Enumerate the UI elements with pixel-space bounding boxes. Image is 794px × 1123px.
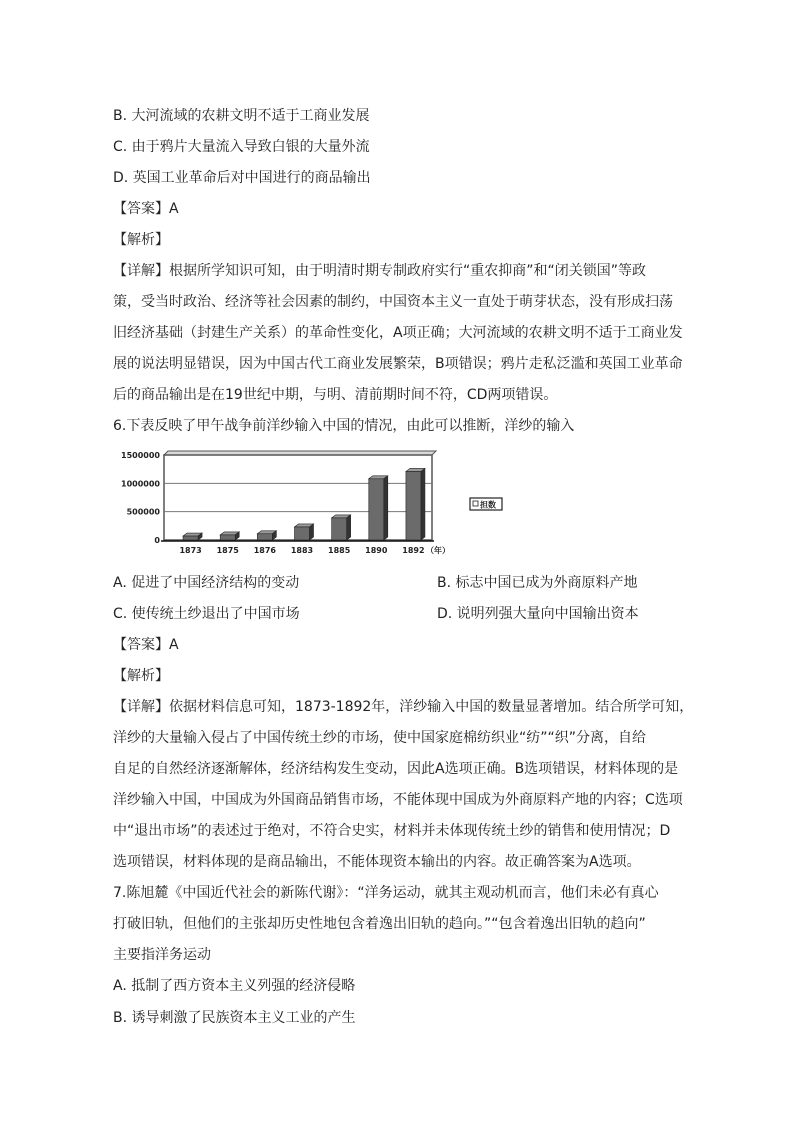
question-7-line-3: 主要指洋务运动 bbox=[113, 947, 211, 963]
bar bbox=[295, 527, 310, 540]
x-tick-label: 1883 bbox=[290, 546, 314, 555]
answer-6: 【答案】A bbox=[113, 637, 179, 653]
bar bbox=[183, 536, 198, 540]
detail-5-line-5: 后的商品输出是在19世纪中期，与明、清前期时间不符，CD两项错误。 bbox=[113, 387, 558, 403]
x-axis-label: （年） bbox=[426, 546, 450, 555]
detail-6-line-1: 【详解】依据材料信息可知，1873-1892年，洋纱输入中国的数量显著增加。结合所学可知， bbox=[113, 699, 694, 715]
chart-svg bbox=[120, 447, 520, 559]
option-6b: B. 标志中国已成为外商原料产地 bbox=[437, 575, 638, 591]
bar-side bbox=[421, 468, 425, 540]
question-7-line-1: 7.陈旭麓《中国近代社会的新陈代谢》：“洋务运动，就其主观动机而言，他们未必有真心 bbox=[113, 885, 659, 901]
detail-5-line-1: 【详解】根据所学知识可知，由于明清时期专制政府实行“重农抑商”和“闭关锁国”等政 bbox=[113, 263, 647, 279]
detail-6-line-3: 自足的自然经济逐渐解体，经济结构发生变动，因此A选项正确。B选项错误，材料体现的是 bbox=[113, 761, 679, 777]
option-7b: B. 诱导刺激了民族资本主义工业的产生 bbox=[113, 1010, 356, 1026]
option-5b: B. 大河流域的农耕文明不适于工商业发展 bbox=[113, 108, 370, 124]
analysis-label-5: 【解析】 bbox=[113, 232, 169, 248]
bar bbox=[332, 518, 347, 540]
detail-5-line-4: 展的说法明显错误，因为中国古代工商业发展繁荣，B项错误；鸦片走私泛滥和英国工业革命 bbox=[113, 356, 683, 372]
y-tick-label: 500000 bbox=[126, 507, 160, 517]
bar-side bbox=[347, 515, 351, 540]
x-tick-label: 1890 bbox=[365, 546, 388, 555]
detail-6-line-5: 中“退出市场”的表述过于绝对，不符合史实，材料并未体现传统土纱的销售和使用情况；D bbox=[113, 823, 671, 839]
bar-side bbox=[384, 476, 388, 540]
detail-5-line-2: 策，受当时政治、经济等社会因素的制约，中国资本主义一直处于萌芽状态，没有形成扫荡 bbox=[113, 294, 673, 310]
x-tick-label: 1892 bbox=[402, 546, 425, 555]
y-tick-label: 1000000 bbox=[121, 479, 160, 489]
y-tick-label: 0 bbox=[154, 536, 160, 545]
detail-6-line-6: 选项错误，材料体现的是商品输出，不能体现资本输出的内容。故正确答案为A选项。 bbox=[113, 854, 641, 870]
option-7a: A. 抵制了西方资本主义列强的经济侵略 bbox=[113, 978, 356, 994]
option-5d: D. 英国工业革命后对中国进行的商品输出 bbox=[113, 170, 371, 186]
answer-5: 【答案】A bbox=[113, 201, 179, 217]
bar bbox=[369, 479, 384, 540]
yarn-import-chart bbox=[120, 447, 520, 559]
x-tick-label: 1875 bbox=[216, 546, 239, 555]
x-tick-label: 1885 bbox=[328, 546, 351, 555]
x-tick-label: 1876 bbox=[253, 546, 276, 555]
y-tick-label: 1500000 bbox=[121, 451, 160, 460]
question-6-stem: 6.下表反映了甲午战争前洋纱输入中国的情况，由此可以推断，洋纱的输入 bbox=[113, 418, 575, 434]
bar bbox=[220, 535, 235, 540]
detail-6-line-4: 洋纱输入中国，中国成为外国商品销售市场，不能体现中国成为外商原料产地的内容；C选项 bbox=[113, 792, 683, 808]
option-6a: A. 促进了中国经济结构的变动 bbox=[113, 575, 300, 591]
detail-6-line-2: 洋纱的大量输入侵占了中国传统土纱的市场，使中国家庭棉纺织业“纺”“织”分离，自给 bbox=[113, 730, 647, 746]
bar bbox=[257, 534, 272, 540]
option-5c: C. 由于鸦片大量流入导致白银的大量外流 bbox=[113, 139, 370, 155]
bar bbox=[406, 471, 421, 540]
option-6d: D. 说明列强大量向中国输出资本 bbox=[437, 606, 639, 622]
analysis-label-6: 【解析】 bbox=[113, 668, 169, 684]
question-7-line-2: 打破旧轨，但他们的主张却历史性地包含着逸出旧轨的趋向。”“包含着逸出旧轨的趋向” bbox=[113, 916, 646, 932]
option-6c: C. 使传统土纱退出了中国市场 bbox=[113, 606, 300, 622]
detail-5-line-3: 旧经济基础（封建生产关系）的革命性变化，A项正确；大河流域的农耕文明不适于工商业发 bbox=[113, 325, 683, 341]
legend-label: 担数 bbox=[480, 500, 496, 510]
legend-swatch bbox=[473, 501, 478, 506]
bar-side bbox=[310, 524, 314, 540]
x-tick-label: 1873 bbox=[179, 546, 202, 555]
